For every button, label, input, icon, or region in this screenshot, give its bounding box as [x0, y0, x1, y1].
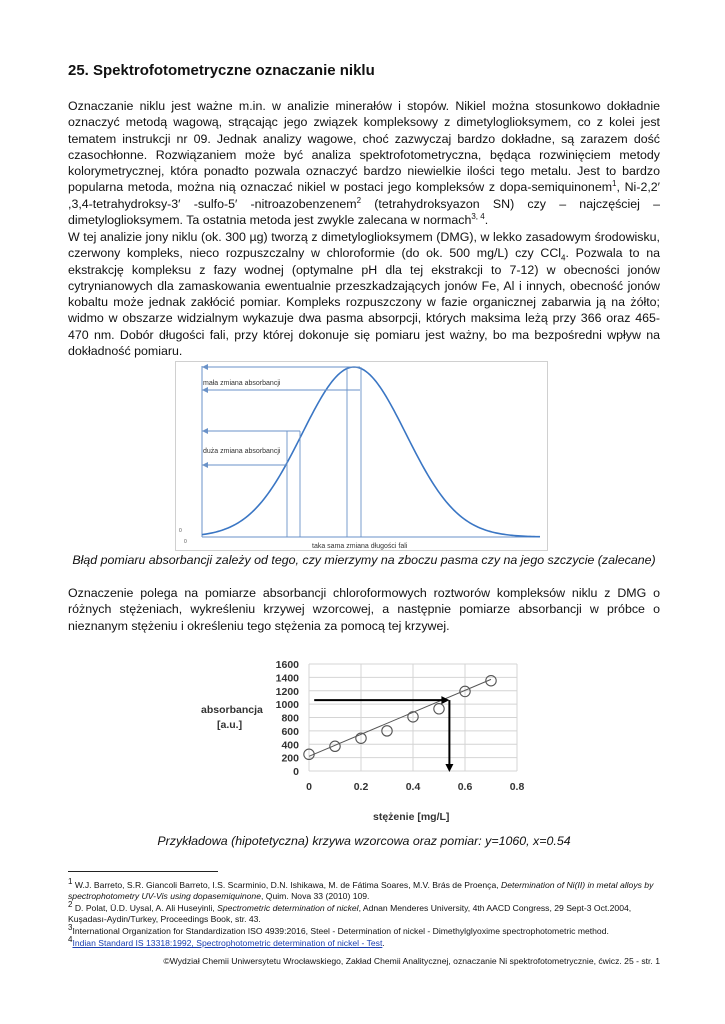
chart-x-ticks [306, 781, 524, 793]
y-tick-label-800: 800 [281, 712, 299, 725]
footnote-4-end: . [382, 938, 385, 948]
absorption-band-figure [175, 361, 548, 551]
footnote-3 [68, 923, 668, 937]
calibration-chart [195, 652, 535, 827]
y-tick-label-1200: 1200 [275, 685, 299, 698]
p2-subscript: 4 [561, 253, 566, 263]
intro-text-a: Oznaczanie niklu jest ważne m.in. w analizie minerałów i stopów. Nikiel można stosunkowo dokładnie oznaczyć metodą wagową, strącając jego związek kompleksowy z dimetyloglioksymem, co z kolei jest tematem instrukcji nr 09. Jednak analizy wagowe, choć zazwyczaj bardzo dokładne, są zarazem dość czasochłonne. Rozwiązaniem może być analiza spektrofotometryczna, będąca rozwinięciem metody kolorymetrycznej, która ponadto pozwala oznaczyć bardzo niewielkie ilości tego metalu. Jest to bardzo popularna metoda, można nią oznaczać nikiel w postaci jego kompleksów z dopa-semiquinonem [68, 99, 660, 195]
page-footer: ©Wydział Chemii Uniwersytetu Wrocławskiego, Zakład Chemii Analitycznej, oznaczanie Ni spektrofotometrycznie, ćwicz. 25 - str. 1 [163, 956, 660, 966]
figure2-caption: Przykładowa (hipotetyczna) krzywa wzorcowa oraz pomiar: y=1060, x=0.54 [157, 834, 571, 848]
y-tick-label-400: 400 [281, 739, 299, 752]
footnote-ref-1[interactable]: 1 [612, 179, 617, 189]
tick-zero-x: 0 [184, 539, 187, 545]
label-same-wavelength-change: taka sama zmiana długości fali [312, 543, 408, 550]
chart-xlabel: stężenie [mg/L] [373, 811, 450, 823]
x-tick-label-0.2: 0.2 [353, 781, 369, 793]
footnote-2-text-a: D. Polat, Ü.D. Uysal, A. Ali Huseyinli, [72, 903, 218, 913]
footnote-3-number: 3 [68, 923, 73, 933]
data-point-6 [434, 704, 444, 714]
y-tick-label-0: 0 [293, 766, 299, 778]
footnote-ref-2[interactable]: 2 [356, 195, 362, 205]
footnote-separator [68, 871, 218, 872]
footnote-1 [68, 877, 668, 902]
absorption-band-svg [175, 361, 548, 551]
footnote-2-text-b: , Adnan Menderes University, 4th AACD Congress, 29 Sept-3 Oct.2004, Kuşadası-Aydin/Turkey, Proceedings Book, str. 43. [68, 903, 632, 924]
p2-text-a: W tej analizie jony niklu (ok. 300 µg) tworzą z dimetyloglioksymem (DMG), w lekko zasadowym środowisku, czerwony kompleks, nieco rozpuszczalny w chloroformie (do ok. 500 mg/L) czy CCl [68, 230, 660, 261]
footnote-4-number: 4 [68, 935, 73, 945]
footnote-3-text: International Organization for Standardization ISO 4939:2016, Steel - Determination of nickel - Dimethylglyoxime spectrophotometric method. [72, 926, 609, 936]
chart-y-ticks [276, 659, 300, 778]
page-title: 25. Spektrofotometryczne oznaczanie niklu [68, 62, 375, 79]
footnote-1-text-a: W.J. Barreto, S.R. Giancoli Barreto, I.S. Scarminio, D.N. Ishikawa, M. de Fátima Soares, M.V. Brás de Proença, [72, 880, 502, 890]
label-small-change: mała zmiana absorbancji [203, 380, 281, 387]
footnote-ref-3-4[interactable]: 3, 4 [471, 211, 485, 221]
figure1-caption: Błąd pomiaru absorbancji zależy od tego, czy mierzymy na zboczu pasma czy na jego szczycie (zalecane) [72, 553, 656, 567]
method-paragraph: Oznaczenie polega na pomiarze absorbancji chloroformowych roztworów kompleksów niklu z DMG o różnych stężeniach, wykreśleniu krzywej wzorcowej, a następnie pomiarze absorbancji w próbce o nieznanym stężeniu i określeniu tego stężenia za pomocą tej krzywej. [68, 586, 660, 633]
footnote-1-number: 1 [68, 877, 73, 887]
footnote-4 [68, 935, 668, 949]
y-tick-label-600: 600 [281, 725, 299, 738]
intro-paragraph-2 [68, 229, 660, 359]
y-tick-label-1400: 1400 [275, 672, 299, 685]
label-large-change: duża zmiana absorbancji [203, 448, 281, 455]
calibration-chart-svg [195, 652, 535, 827]
p2-text-b: . Pozwala to na ekstrakcję kompleksu z fazy wodnej (optymalne pH dla tej ekstrakcji to 7-12) w obecności jonów cytrynianowych dla zamaskowania ewentualnie przeszkadzających jonów Fe, Al i innych, obecność jonów kobaltu może jednak zakłócić pomiar. Kompleks rozpuszczony w fazie organicznej zabarwia ją na żółto; widmo w obszarze widzialnym wykazuje dwa pasma absorpcji, których maksima leżą przy 366 oraz 465-470 nm. Dobór długości fali, przy której dokonuje się pomiaru jest ważny, bo ma bezpośredni wpływ na dokładność pomiaru. [68, 246, 660, 359]
footnote-2 [68, 900, 668, 925]
x-tick-label-0: 0 [306, 781, 312, 793]
footnote-2-number: 2 [68, 900, 73, 910]
footnote-2-italic: Spectrometric determination of nickel [217, 903, 359, 913]
y-tick-label-1000: 1000 [275, 699, 299, 712]
y-tick-label-1600: 1600 [275, 659, 299, 671]
footnote-1-text-b: , Quim. Nova 33 (2010) 109. [261, 891, 370, 901]
intro-paragraph-1 [68, 98, 660, 228]
x-tick-label-0.6: 0.6 [457, 781, 473, 793]
x-tick-label-0.8: 0.8 [509, 781, 525, 793]
chart-ylabel-line1: absorbancja [201, 704, 263, 716]
intro-text-b: , Ni-2,2′ ,3,4-tetrahydroksy-3′ -sulfo-5′ -nitroazobenzenem [68, 180, 660, 211]
chart-ylabel-line2: [a.u.] [217, 719, 243, 731]
intro-text-d: . [484, 213, 489, 228]
intro-text-c: (tetrahydroksyazon SN) czy – najczęściej – dimetyloglioksymem. Ta ostatnia metoda jest zwykle zalecana w normach [68, 196, 660, 228]
footnote-4-link[interactable]: Indian Standard IS 13318:1992, Spectrophotometric determination of nickel - Test [72, 938, 383, 948]
y-tick-label-200: 200 [281, 752, 299, 765]
data-point-2 [330, 741, 340, 751]
tick-zero-y: 0 [179, 528, 182, 534]
x-tick-label-0.4: 0.4 [405, 781, 421, 793]
footnote-1-italic: Determination of Ni(II) in metal alloys by spectrophotometry UV-Vis using dopasemiquinone [68, 880, 654, 901]
